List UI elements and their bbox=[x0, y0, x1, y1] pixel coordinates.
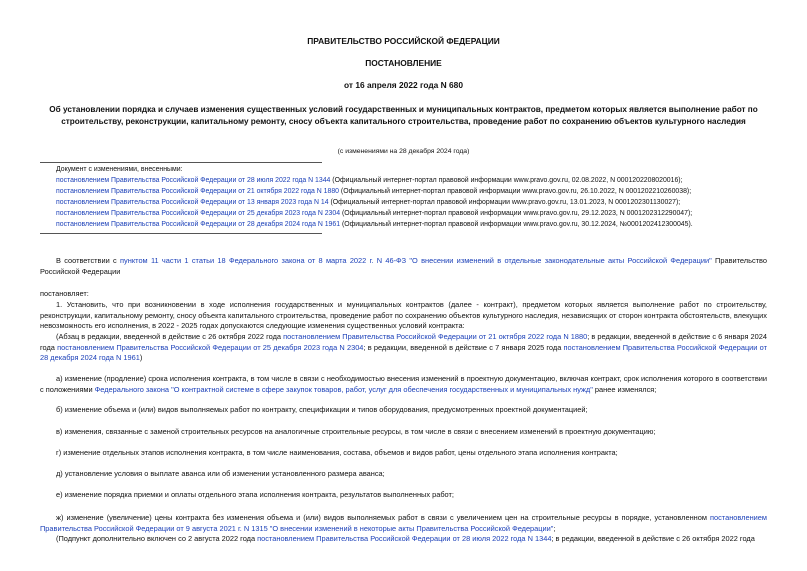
item-a-text: ранее изменялся; bbox=[592, 384, 657, 394]
preamble-text: В соответствии с bbox=[56, 256, 121, 265]
edition-link[interactable]: постановлением Правительства Российской Федерации от 13 января 2023 года N 14 bbox=[56, 199, 329, 206]
item-d-paragraph: д) установление условия о выплате аванса или об изменении установленного размера аванса; bbox=[56, 469, 385, 478]
government-title: ПРАВИТЕЛЬСТВО РОССИЙСКОЙ ФЕДЕРАЦИИ bbox=[307, 36, 500, 46]
item-zh-text: ж) изменение (увеличение) цены контракта без изменения объема и (или) видов выполняемых работ в связи с увеличением цен на строительные ресурсы в порядке, установленном bbox=[56, 513, 710, 522]
edition-details: (Официальный интернет-портал правовой информации www.pravo.gov.ru, 30.12.2024, №0001202412300045). bbox=[340, 221, 693, 228]
edition-link[interactable]: постановлением Правительства Российской Федерации от 21 октября 2022 года N 1880 bbox=[56, 188, 340, 195]
edition-details: (Официальный интернет-портал правовой информации www.pravo.gov.ru, 02.08.2022, N 0001202208020016); bbox=[330, 177, 683, 184]
edition-item bbox=[56, 208, 776, 219]
edition-link[interactable]: постановлением Правительства Российской Федерации от 28 декабря 2024 года N 1961 bbox=[56, 221, 341, 228]
note-link[interactable]: постановлением Правительства Российской Федерации от 28 июля 2022 года N 1344 bbox=[257, 534, 552, 543]
edition-details: (Официальный интернет-портал правовой информации www.pravo.gov.ru, 13.01.2023, N 0001202301130027); bbox=[328, 199, 681, 206]
item-g-paragraph: г) изменение отдельных этапов исполнения контракта, в том числе наименования, состава, объемов и видов работ, цены отдельного этапа исполнения контракта; bbox=[56, 448, 618, 457]
edition-item bbox=[56, 175, 776, 186]
edition-link[interactable]: постановлением Правительства Российской Федерации от 28 июля 2022 года N 1344 bbox=[56, 177, 331, 184]
edition-item bbox=[56, 186, 776, 197]
document-type: ПОСТАНОВЛЕНИЕ bbox=[365, 58, 442, 68]
note-text: (Подпункт дополнительно включен со 2 августа 2022 года bbox=[56, 534, 258, 543]
document-date-number: от 16 апреля 2022 года N 680 bbox=[344, 80, 463, 90]
note-link[interactable]: постановлением Правительства Российской Федерации от 28 декабря 2024 года N 1961 bbox=[40, 342, 767, 363]
note-text: ; в редакции, введенной в действие с 7 января 2025 года bbox=[363, 342, 564, 352]
preamble-law-link[interactable]: пунктом 11 части 1 статьи 18 Федерального закона от 8 марта 2022 г. N 46-ФЗ "О внесении изменений в отдельные законодательные акты Российской Федерации" bbox=[120, 256, 712, 265]
edition-item bbox=[56, 197, 776, 208]
edition-link[interactable]: постановлением Правительства Российской Федерации от 25 декабря 2023 года N 2304 bbox=[56, 210, 341, 217]
edition-details: (Официальный интернет-портал правовой информации www.pravo.gov.ru, 29.12.2023, N 0001202312290047); bbox=[340, 210, 693, 217]
divider-bottom bbox=[40, 233, 322, 234]
preamble-text: Правительство Российской Федерации bbox=[40, 256, 767, 276]
divider-top bbox=[40, 162, 322, 163]
document-subject: Об установлении порядка и случаев изменения существенных условий государственных и муниципальных контрактов, предметом которых является выполнение работ по строительству, реконструкции, капитальному ремонту, сносу объекта капитального строительства, проведение работ по сохранению объектов культурного наследия bbox=[49, 105, 758, 126]
item-b-paragraph: б) изменение объема и (или) видов выполняемых работ по контракту, спецификации и типов оборудования, предусмотренных проектной документацией; bbox=[56, 405, 588, 414]
note-link[interactable]: постановлением Правительства Российской Федерации от 21 октября 2022 года N 1880 bbox=[283, 332, 588, 341]
procurement-law-link[interactable]: Федерального закона "О контрактной системе в сфере закупок товаров, работ, услуг для обеспечения государственных и муниципальных нужд" bbox=[94, 384, 593, 394]
item-e-paragraph: е) изменение порядка приемки и оплаты отдельного этапа исполнения контракта, результатов выполненных работ; bbox=[56, 490, 454, 499]
editions-intro: Документ с изменениями, внесенными: bbox=[56, 166, 183, 173]
edition-details: (Официальный интернет-портал правовой информации www.pravo.gov.ru, 26.10.2022, N 0001202210260038); bbox=[339, 188, 692, 195]
note-text: (Абзац в редакции, введенной в действие с 26 октября 2022 года bbox=[56, 332, 284, 341]
resolves-line: постановляет: bbox=[40, 289, 89, 298]
item-a-paragraph bbox=[40, 374, 767, 395]
item-1-paragraph: 1. Установить, что при возникновении в ходе исполнения государственных и муниципальных контрактов (далее - контракт), предметом которых является выполнение работ по строительству, реконструкции, капитальному ремонту, сносу объекта капитального строительства, проведение работ по сохранению объектов культурного наследия, независящих от сторон контракта обстоятельств, влекущих невозможность его исполнения, в 2022 - 2025 годах допускаются следующие изменения существенных условий контракта: bbox=[40, 300, 767, 331]
preamble-paragraph bbox=[40, 256, 767, 277]
note-text: ; в редакции, введенной в действие с 6 января 2024 года bbox=[40, 332, 768, 352]
changes-note: (с изменениями на 28 декабря 2024 года) bbox=[337, 148, 470, 155]
note-link[interactable]: постановлением Правительства Российской Федерации от 25 декабря 2023 года N 2304 bbox=[57, 342, 364, 352]
item-v-paragraph: в) изменения, связанные с заменой строительных ресурсов на аналогичные строительные ресурсы, в том числе в связи с внесением изменений в проектную документацию; bbox=[56, 427, 656, 436]
note-text: ) bbox=[139, 353, 143, 363]
item-a-text: а) изменение (продление) срока исполнения контракта, в том числе в связи с необходимостью внесения изменений в проектную документацию, включая контракт, срок исполнения которого в соответствии с положениями bbox=[40, 374, 767, 394]
edition-note-2-paragraph bbox=[40, 534, 767, 545]
edition-note-paragraph bbox=[40, 332, 767, 364]
edition-item bbox=[56, 219, 776, 230]
item-zh-paragraph bbox=[40, 513, 767, 534]
decree-1315-link[interactable]: постановлением Правительства Российской Федерации от 9 августа 2021 г. N 1315 "О внесении изменений в некоторые акты Правительства Российской Федерации" bbox=[40, 513, 767, 533]
item-zh-text: ; bbox=[553, 523, 556, 533]
note-text: ; в редакции, введенной в действие с 26 октября 2022 года bbox=[551, 534, 755, 543]
